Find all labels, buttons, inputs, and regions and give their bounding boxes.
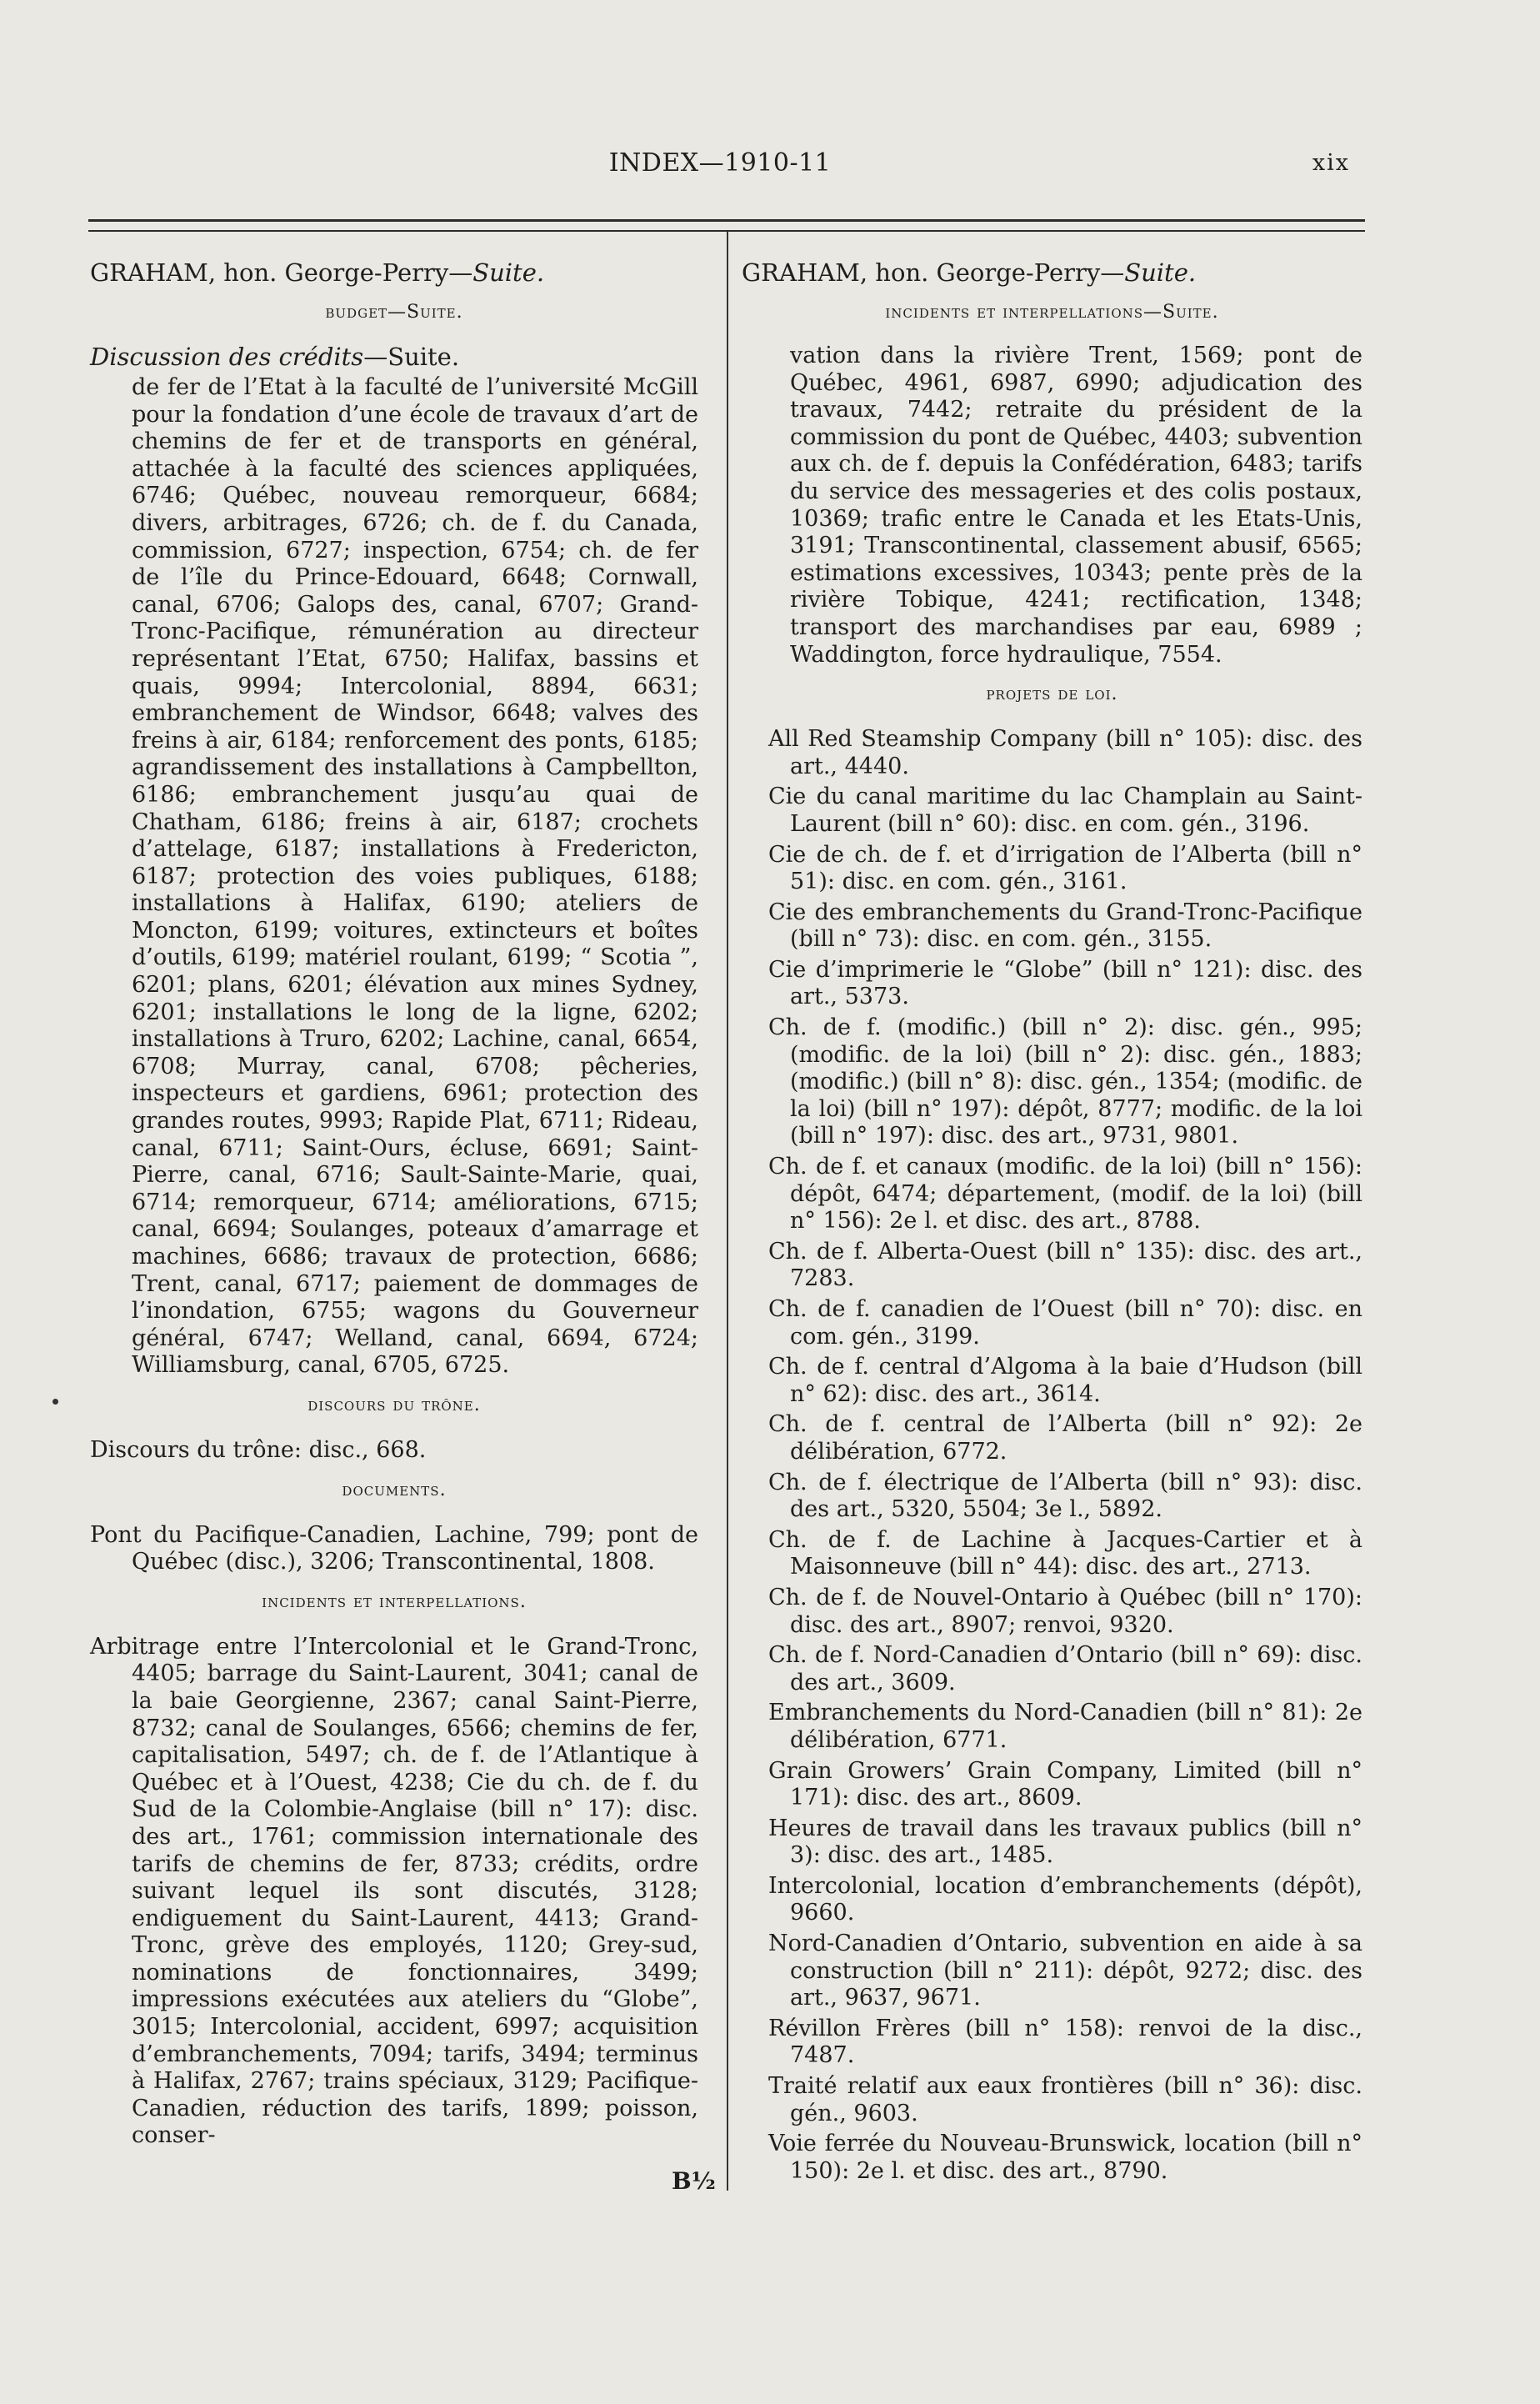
left-entry-name: GRAHAM, hon. George-Perry— [90, 258, 473, 287]
credits-sub-head-italic: Discussion des crédits [90, 343, 364, 371]
right-entry-suite: Suite. [1124, 258, 1197, 287]
budget-text: de fer de l’Etat à la faculté de l’université McGill pour la fondation d’une école de travaux d’art de chemins de fer et de transports en général, attachée à la faculté des sciences appliquées, 6746; Québec, nouveau remorqueur, 6684; divers, arbitrages, 6726; ch. de f. du Canada, commission, 6727; inspection, 6754; ch. de fer de l’île du Prince-Edouard, 6648; Cornwall, canal, 6706; Galops des, canal, 6707; Grand-Tronc-Pacifique, rémunération au directeur représentant l’Etat, 6750; Halifax, bassins et quais, 9994; Intercolonial, 8894, 6631; embranchement de Windsor, 6648; valves des freins à air, 6184; renforcement des ponts, 6185; agrandissement des installations à Campbellton, 6186; embranchement jusqu’au quai de Chatham, 6186; freins à air, 6187; crochets d’attelage, 6187; installations à Fredericton, 6187; protection des voies publiques, 6188; installations à Halifax, 6190; ateliers de Moncton, 6199; voitures, extincteurs et boîtes d’outils, 6199; matériel roulant, 6199; “ Scotia ”, 6201; plans, 6201; élévation aux mines Sydney, 6201; installations le long de la ligne, 6202; installations à Truro, 6202; Lachine, canal, 6654, 6708; Murray, canal, 6708; pêcheries, inspecteurs et gardiens, 6961; protection des grandes routes, 9993; Rapide Plat, 6711; Rideau, canal, 6711; Saint-Ours, écluse, 6691; Saint-Pierre, canal, 6716; Sault-Sainte-Marie, quai, 6714; remorqueur, 6714; améliorations, 6715; canal, 6694; Soulanges, poteaux d’amarrage et machines, 6686; travaux de protection, 6686; Trent, canal, 6717; paiement de dommages de l’inondation, 6755; wagons du Gouverneur général, 6747; Welland, canal, 6694, 6724; Williamsburg, canal, 6705, 6725. [132, 374, 698, 1379]
credits-sub-head-suite: —Suite. [363, 343, 460, 371]
left-column [90, 250, 698, 2153]
right-column [742, 250, 1362, 2188]
documents-text: Pont du Pacifique-Canadien, Lachine, 799; pont de Québec (disc.), 3206; Transcontinental, 1808. [90, 1521, 698, 1575]
discours-section-head: discours du trône. [308, 1394, 481, 1415]
documents-section-head: documents. [342, 1479, 447, 1500]
bill-entry: Ch. de f. canadien de l’Ouest (bill n° 70): disc. en com. gén., 3199. [768, 1296, 1362, 1350]
bill-entry: Cie des embranchements du Grand-Tronc-Pacifique (bill n° 73): disc. en com. gén., 3155. [768, 899, 1362, 953]
bill-entry: Ch. de f. central de l’Alberta (bill n° 92): 2e délibération, 6772. [768, 1411, 1362, 1465]
incidents-section-head: incidents et interpellations. [262, 1590, 527, 1612]
bill-entry: All Red Steamship Company (bill n° 105): disc. des art., 4440. [768, 726, 1362, 779]
margin-speck [52, 1399, 58, 1405]
page-number: xix [1312, 150, 1350, 176]
bill-entry: Ch. de f. et canaux (modific. de la loi) (bill n° 156): dépôt, 6474; département, (modif. de la loi) (bill n° 156): 2e l. et disc. des art., 8788. [768, 1154, 1362, 1235]
bill-list [742, 726, 1362, 2185]
credits-sub-head [90, 343, 698, 371]
bill-entry: Ch. de f. de Lachine à Jacques-Cartier et à Maisonneuve (bill n° 44): disc. des art., 2713. [768, 1526, 1362, 1580]
discours-text: Discours du trône: disc., 668. [90, 1436, 427, 1463]
bill-entry: Ch. de f. central d’Algoma à la baie d’Hudson (bill n° 62): disc. des art., 3614. [768, 1354, 1362, 1407]
bill-entry: Ch. de f. de Nouvel-Ontario à Québec (bill n° 170): disc. des art., 8907; renvoi, 9320. [768, 1584, 1362, 1638]
bill-entry: Cie d’imprimerie le “Globe” (bill n° 121): disc. des art., 5373. [768, 956, 1362, 1010]
bill-entry: Grain Growers’ Grain Company, Limited (bill n° 171): disc. des art., 8609. [768, 1757, 1362, 1811]
bill-entry: Cie du canal maritime du lac Champlain au Saint-Laurent (bill n° 60): disc. en com. gén., 3196. [768, 784, 1362, 837]
bill-entry: Voie ferrée du Nouveau-Brunswick, location (bill n° 150): 2e l. et disc. des art., 8790. [768, 2131, 1362, 2184]
incidents-suite-section-head: incidents et interpellations—Suite. [885, 302, 1219, 323]
bill-entry: Ch. de f. électrique de l’Alberta (bill n° 93): disc. des art., 5320, 5504; 3e l., 5892. [768, 1469, 1362, 1523]
bill-entry: Heures de travail dans les travaux publics (bill n° 3): disc. des art., 1485. [768, 1815, 1362, 1869]
signature-mark: B½ [672, 2167, 716, 2195]
bill-entry: Ch. de f. Alberta-Ouest (bill n° 135): disc. des art., 7283. [768, 1238, 1362, 1292]
bill-entry: Révillon Frères (bill n° 158): renvoi de la disc., 7487. [768, 2015, 1362, 2069]
right-entry-head [742, 258, 1362, 287]
incidents-text: Arbitrage entre l’Intercolonial et le Grand-Tronc, 4405; barrage du Saint-Laurent, 3041; canal de la baie Georgienne, 2367; canal Saint-Pierre, 8732; canal de Soulanges, 6566; chemins de fer, capitalisation, 5497; ch. de f. de l’Atlantique à Québec et à l’Ouest, 4238; Cie du ch. de f. du Sud de la Colombie-Anglaise (bill n° 17): disc. des art., 1761; commission internationale des tarifs de chemins de fer, 8733; crédits, ordre suivant lequel ils sont discutés, 3128; endiguement du Saint-Laurent, 4413; Grand-Tronc, grève des employés, 1120; Grey-sud, nominations de fonctionnaires, 3499; impressions exécutées aux ateliers du “Globe”, 3015; Intercolonial, accident, 6997; acquisition d’embranchements, 7094; tarifs, 3494; terminus à Halifax, 2767; trains spéciaux, 3129; Pacifique-Canadien, réduction des tarifs, 1899; poisson, conser- [90, 1633, 698, 2149]
budget-section-head: budget—Suite. [325, 302, 463, 323]
bill-entry: Nord-Canadien d’Ontario, subvention en aide à sa construction (bill n° 211): dépôt, 9272; disc. des art., 9637, 9671. [768, 1931, 1362, 2011]
bill-entry: Intercolonial, location d’embranchements (dépôt), 9660. [768, 1872, 1362, 1926]
header-rule-top [88, 219, 1365, 222]
left-entry-head [90, 258, 698, 287]
bill-entry: Ch. de f. Nord-Canadien d’Ontario (bill n° 69): disc. des art., 3609. [768, 1642, 1362, 1695]
bill-entry: Ch. de f. (modific.) (bill n° 2): disc. gén., 995; (modific. de la loi) (bill n° 2): disc. gén., 1883; (modific.) (bill n° 8): disc. gén., 1354; (modific. de la loi) (bill n° 197): dépôt, 8777; modific. de la loi (bill n° 197): disc. des art., 9731, 9801. [768, 1014, 1362, 1149]
right-entry-name: GRAHAM, hon. George-Perry— [742, 258, 1125, 287]
bill-entry: Cie de ch. de f. et d’irrigation de l’Alberta (bill n° 51): disc. en com. gén., 3161. [768, 841, 1362, 895]
projets-section-head: projets de loi. [986, 684, 1118, 705]
incidents-suite-text: vation dans la rivière Trent, 1569; pont de Québec, 4961, 6987, 6990; adjudication des travaux, 7442; retraite du président de la commission du pont de Québec, 4403; subvention aux ch. de f. depuis la Confédération, 6483; tarifs du service des messageries et des colis postaux, 10369; trafic entre le Canada et les Etats-Unis, 3191; Transcontinental, classement abusif, 6565; estimations excessives, 10343; pente près de la rivière Tobique, 4241; rectification, 1348; transport des marchandises par eau, 6989 ; Waddington, force hydraulique, 7554. [790, 343, 1362, 668]
running-title: INDEX—1910-11 [608, 148, 832, 178]
column-divider [727, 232, 728, 2191]
bill-entry: Traité relatif aux eaux frontières (bill n° 36): disc. gén., 9603. [768, 2073, 1362, 2126]
bill-entry: Embranchements du Nord-Canadien (bill n° 81): 2e délibération, 6771. [768, 1700, 1362, 1753]
left-entry-suite: Suite. [472, 258, 545, 287]
